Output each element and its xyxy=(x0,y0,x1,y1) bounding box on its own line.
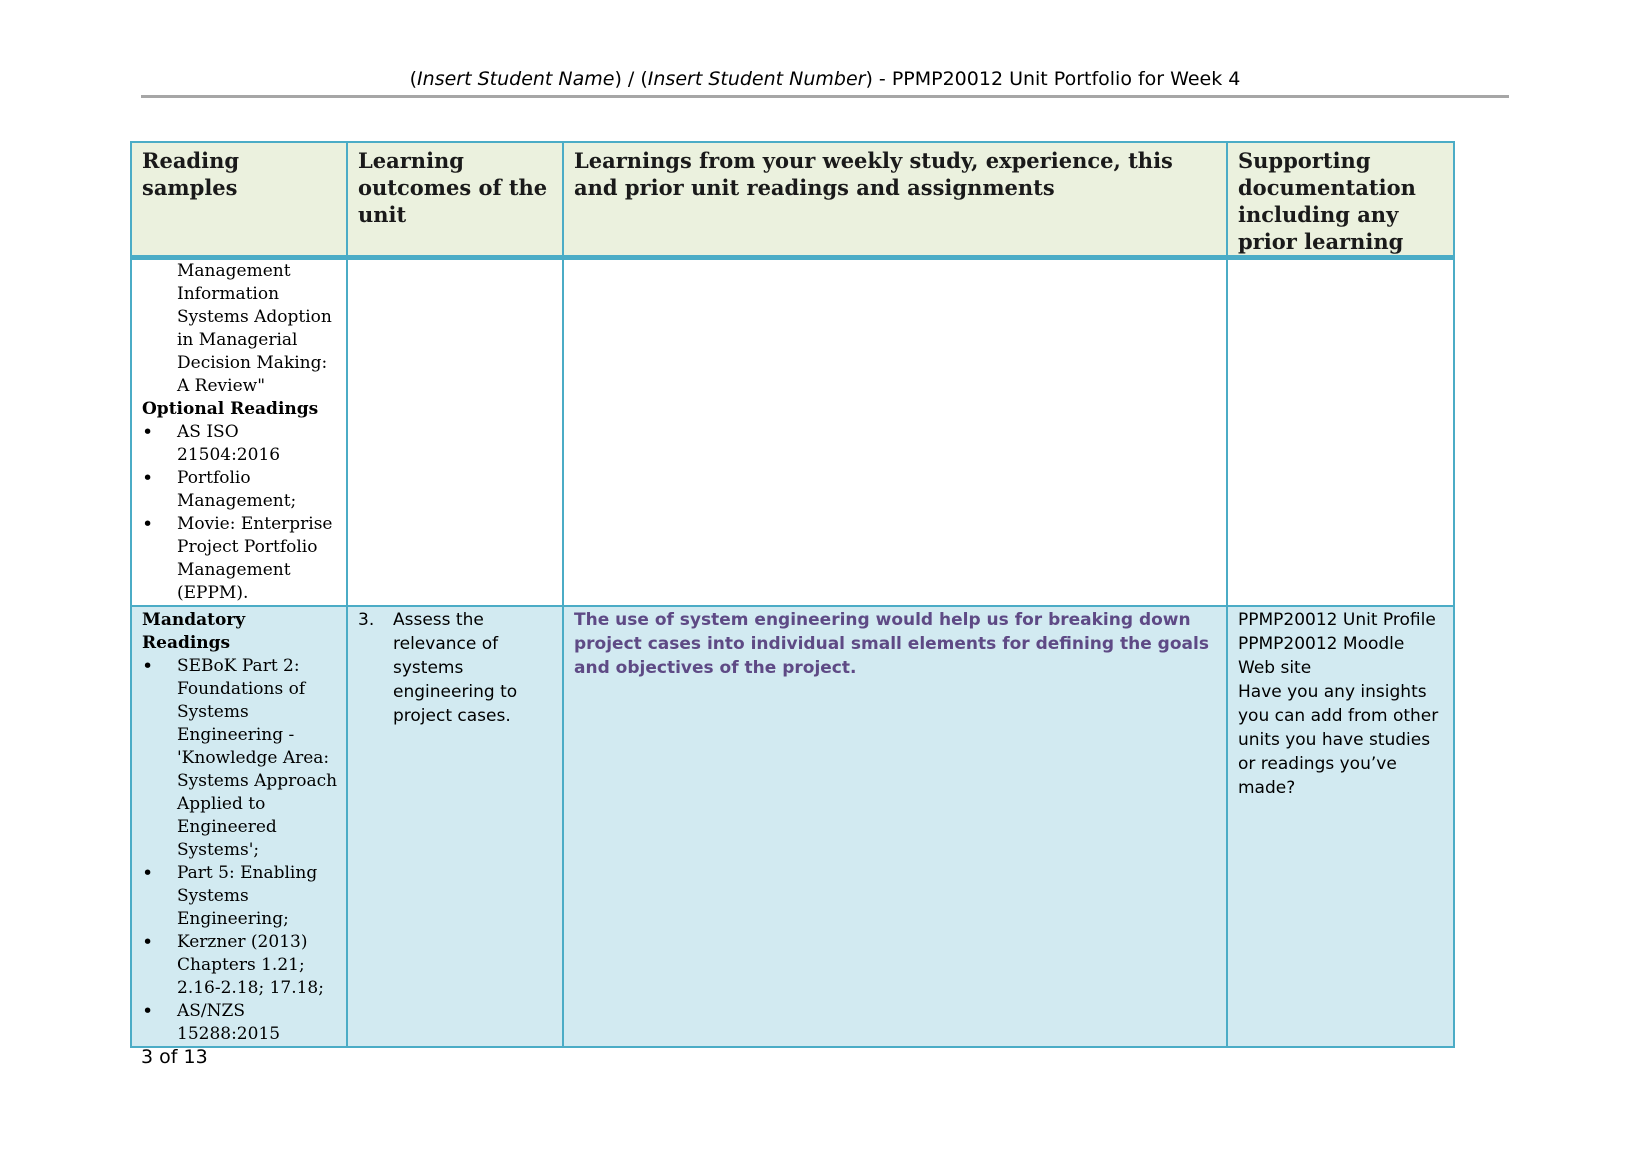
header-learnings xyxy=(563,142,1227,258)
learnings-cell xyxy=(563,258,1227,607)
mandatory-readings-list xyxy=(142,655,338,1046)
list-item xyxy=(142,513,338,605)
header-title: ) - PPMP20012 Unit Portfolio for Week 4 xyxy=(865,68,1241,90)
bullet-icon: • xyxy=(142,862,154,884)
list-item xyxy=(142,931,338,1000)
table-row xyxy=(131,606,1454,1047)
learning-outcomes-cell xyxy=(347,258,563,607)
learnings-cell xyxy=(563,606,1227,1047)
optional-readings-list xyxy=(142,421,338,605)
header-label: Learning outcomes of the unit xyxy=(358,148,548,227)
list-item xyxy=(142,467,338,513)
list-item-text: Part 5: Enabling Systems Engineering; xyxy=(177,863,318,929)
header-label: Learnings from your weekly study, experience, this and prior unit readings and assignments xyxy=(574,148,1173,200)
header-paren: ( xyxy=(409,68,418,90)
reading-samples-cell xyxy=(131,606,347,1047)
student-number-placeholder: Insert Student Number xyxy=(647,68,866,90)
header-reading-samples xyxy=(131,142,347,258)
outcome-number: 3. xyxy=(358,610,375,630)
support-line: PPMP20012 Unit Profile xyxy=(1238,610,1436,630)
list-item xyxy=(142,421,338,467)
page-header xyxy=(141,68,1509,90)
mandatory-readings-heading: Mandatory Readings xyxy=(142,610,246,653)
supporting-docs xyxy=(1228,607,1453,800)
supporting-docs-cell xyxy=(1227,606,1454,1047)
header-supporting-docs xyxy=(1227,142,1454,258)
bullet-icon: • xyxy=(142,421,154,443)
table-header-row xyxy=(131,142,1454,258)
bullet-icon: • xyxy=(142,1000,154,1022)
learning-outcome xyxy=(348,607,562,728)
list-item-text: SEBoK Part 2: Foundations of Systems Engineering - 'Knowledge Area: Systems Approach Applied to Engineered Systems'; xyxy=(177,656,338,860)
bullet-icon: • xyxy=(142,467,154,489)
supporting-docs-cell xyxy=(1227,258,1454,607)
list-item-text: Movie: Enterprise Project Portfolio Management (EPPM). xyxy=(177,514,333,603)
header-label: Reading samples xyxy=(142,148,240,200)
table-row xyxy=(131,258,1454,607)
list-item xyxy=(142,1000,338,1046)
bullet-icon: • xyxy=(142,513,154,535)
list-item-text: AS ISO 21504:2016 xyxy=(177,422,281,465)
reading-samples-cell xyxy=(131,258,347,607)
header-separator: ) / ( xyxy=(614,68,648,90)
header-rule xyxy=(141,95,1509,98)
student-name-placeholder: Insert Student Name xyxy=(417,68,615,90)
portfolio-table xyxy=(130,141,1455,1048)
list-item xyxy=(142,655,338,862)
header-learning-outcomes xyxy=(347,142,563,258)
outcome-text: Assess the relevance of systems engineering to project cases. xyxy=(393,610,518,726)
support-line: PPMP20012 Moodle Web site xyxy=(1238,634,1405,678)
list-item-text: Kerzner (2013) Chapters 1.21; 2.16-2.18; 17.18; xyxy=(177,932,324,998)
list-item xyxy=(142,862,338,931)
list-item-text: AS/NZS 15288:2015 xyxy=(177,1001,281,1044)
bullet-icon: • xyxy=(142,655,154,677)
learning-response-text: The use of system engineering would help us for breaking down project cases into individual small elements for defining the goals and objectives of the project. xyxy=(574,610,1209,678)
header-label: Supporting documentation including any prior learning xyxy=(1238,148,1416,254)
learning-outcomes-cell xyxy=(347,606,563,1047)
page-number: 3 of 13 xyxy=(141,1046,208,1068)
list-item-text: Portfolio Management; xyxy=(177,468,297,511)
continued-reading: Management Information Systems Adoption in Managerial Decision Making: A Review" xyxy=(177,261,332,396)
optional-readings-heading: Optional Readings xyxy=(142,399,319,419)
support-line: Have you any insights you can add from other units you have studies or readings you’ve made? xyxy=(1238,682,1439,798)
bullet-icon: • xyxy=(142,931,154,953)
